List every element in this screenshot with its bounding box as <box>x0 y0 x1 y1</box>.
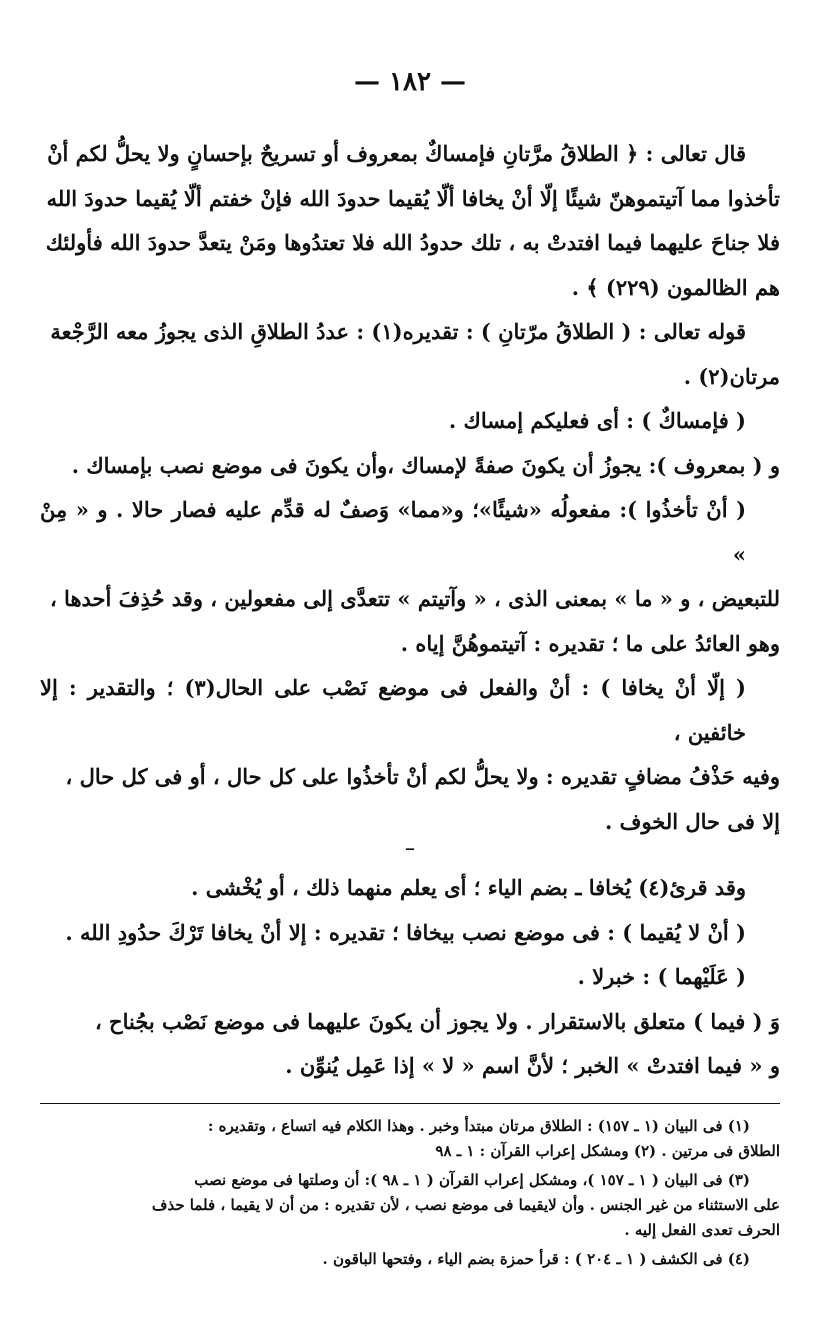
footnote-line: (٣) فى البيان ( ١ ـ ١٥٧ )، ومشكل إعراب القرآن ( ١ ـ ٩٨ ): أن وصلتها فى موضع نصب <box>194 1170 750 1189</box>
footnote-divider <box>40 1103 780 1104</box>
text-line: للتبعيض ، و « ما » بمعنى الذى ، « وآتيتم » تتعدَّى إلى مفعولين ، وقد حُذِفَ أحدها ، <box>49 586 780 611</box>
page-number: — ١٨٢ — <box>353 67 467 97</box>
footnote-line: على الاستثناء من غير الجنس . وأن لايقيما فى موضع نصب ، لأن تقديره : من أن لا يقيما ، فلما حذف <box>151 1195 780 1214</box>
text-line: مرتان(٢) . <box>683 363 780 389</box>
text-line: هم الظالمون (٢٢٩) ﴾ . <box>571 274 780 300</box>
footnote-line: (١) فى البيان (١ ـ ١٥٧) : الطلاق مرتان مبتدأ وخبر . وهذا الكلام فيه اتساع ، وتقديره : <box>207 1116 750 1135</box>
text-line: ( فإمساكٌ ) : أى فعليكم إمساك . <box>448 408 746 433</box>
paragraph-verse <box>40 132 780 310</box>
footnote <box>40 1168 780 1243</box>
footnote-line: الحرف تعدى الفعل إليه . <box>624 1220 780 1239</box>
text-line: وفيه حَذْفُ مضافٍ تقديره : ولا يحلُّ لكم أنْ تأخذُوا على كل حال ، أو فى كل حال ، <box>65 764 780 789</box>
text-line: و ( بمعروف ): يجوزُ أن يكونَ صفةً لإمساك ،وأن يكونَ فى موضع نصب بإمساك . <box>71 452 780 478</box>
text-line: وهو العائدُ على ما ؛ تقديره : آتيتموهُنَّ إياه . <box>400 630 780 656</box>
footnote <box>40 1114 780 1164</box>
paragraph <box>40 444 780 489</box>
paragraph <box>40 310 780 399</box>
text-line: ( أنْ لا يُقيما ) : فى موضع نصب بيخافا ؛ تقديره : إلا أنْ يخافا تَرْكَ حدُودِ الله . <box>65 919 746 945</box>
text-line: قال تعالى : ﴿ الطلاقُ مرَّتانِ فإمساكٌ بمعروف أو تسريحٌ بإحسانٍ ولا يحلُّ لكم أنْ <box>47 141 746 166</box>
paragraph <box>40 1000 780 1089</box>
text-line: قوله تعالى : ( الطلاقُ مرّتانِ ) : تقديره(١) : عددُ الطلاقِ الذى يجوزُ معه الرَّجْعة <box>50 319 746 344</box>
text-line: ( أنْ تأخذُوا ): مفعولُه «شيئًا»؛ و«مما» وَصفٌ له قدِّم عليه فصار حالا . و « مِنْ » <box>40 497 746 567</box>
text-line: و « فيما افتدتْ » الخبر ؛ لأنَّ اسم « لا » إذا عَمِل يُنوِّن . <box>285 1053 780 1078</box>
small-dash: ‒ <box>405 841 415 857</box>
footnote <box>40 1247 780 1272</box>
text-line: تأخذوا مما آتيتموهنّ شيئًا إلّا أنْ يخافا ألّا يُقيما حدودَ الله فإنْ خفتم ألّا يُقيما حدودَ الله <box>46 185 780 211</box>
paragraph <box>40 666 780 844</box>
paragraph <box>40 488 780 666</box>
text-line: ( إلّا أنْ يخافا ) : أنْ والفعل فى موضع نَصْب على الحال(٣) ؛ والتقدير : إلا خائفين ، <box>40 675 746 745</box>
paragraph <box>40 911 780 956</box>
text-line: فلا جناحَ عليهما فيما افتدتْ به ، تلك حدودُ الله فلا تعتدُوها ومَنْ يتعدَّ حدودَ الله فأولئك <box>45 230 780 255</box>
text-line: إلا فى حال الخوف . <box>605 808 780 834</box>
paragraph <box>40 955 780 1000</box>
footnote-line: (٤) فى الكشف ( ١ ـ ٢٠٤ ) : قرأ حمزة بضم الياء ، وفتحها الباقون . <box>322 1249 750 1268</box>
main-text <box>40 132 780 1089</box>
text-line: وَ ( فيما ) متعلق بالاستقرار . ولا يجوز أن يكونَ عليهما فى موضع نَصْب بجُناح ، <box>94 1008 780 1034</box>
text-line: ( عَلَيْهما ) : خبرلا . <box>577 964 746 989</box>
footnotes <box>40 1114 780 1272</box>
paragraph <box>40 399 780 444</box>
footnote-line: الطلاق فى مرتين . (٢) ومشكل إعراب القرآن : ١ ـ ٩٨ <box>435 1141 780 1160</box>
paragraph <box>40 866 780 911</box>
text-line: وقد قرئ(٤) يُخافا ـ بضم الياء ؛ أى يعلم منهما ذلك ، أو يُخْشى . <box>191 875 746 900</box>
